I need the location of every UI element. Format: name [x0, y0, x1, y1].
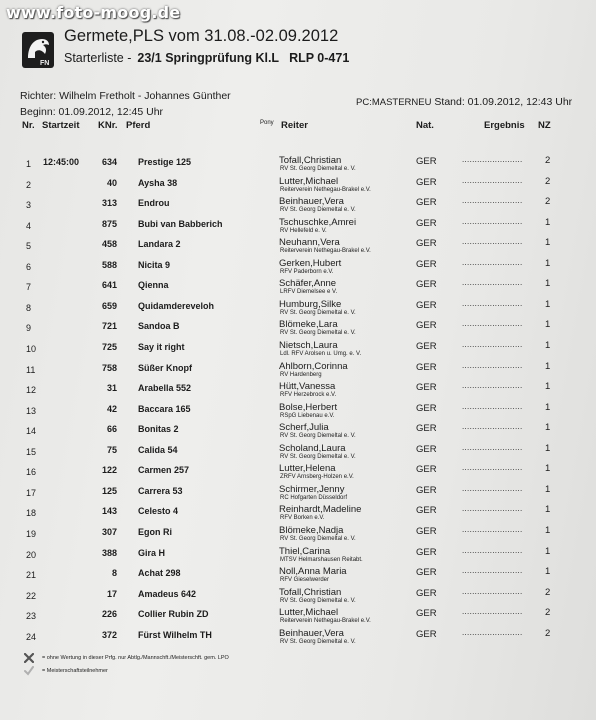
row-nat: GER	[416, 423, 437, 435]
begin-line: Beginn: 01.09.2012, 12:45 Uhr	[20, 106, 164, 118]
table-row	[0, 258, 596, 279]
row-club: RFV Herzebrock e.V.	[280, 392, 337, 399]
col-pony: Pony	[260, 120, 274, 126]
table-row	[0, 176, 596, 197]
row-horse: Nicita 9	[138, 259, 171, 270]
row-rider: Beinhauer,Vera	[279, 627, 344, 639]
row-result: ........................	[462, 504, 523, 514]
col-nr: Nr.	[22, 120, 35, 131]
col-nz: NZ	[538, 120, 551, 131]
row-result: ........................	[462, 483, 523, 493]
table-row	[0, 319, 596, 340]
row-knr: 143	[101, 506, 117, 517]
row-nr: 17	[26, 487, 37, 498]
row-nz: 1	[545, 545, 551, 557]
row-nat: GER	[416, 464, 437, 476]
row-knr: 725	[101, 341, 117, 352]
row-rider: Schirmer,Jenny	[279, 483, 345, 495]
row-nr: 8	[26, 302, 32, 313]
row-nr: 5	[26, 241, 32, 252]
row-rider: Ahlborn,Corinna	[279, 360, 348, 372]
table-row	[0, 607, 596, 628]
row-club: RV St. Georg Diemeltal e. V.	[280, 453, 356, 460]
row-nz: 1	[545, 483, 551, 495]
row-nr: 22	[26, 590, 37, 601]
row-nat: GER	[416, 197, 437, 209]
row-nr: 16	[26, 467, 37, 478]
row-nr: 15	[26, 446, 37, 457]
competition-line	[64, 51, 349, 65]
row-knr: 372	[101, 629, 117, 640]
row-horse: Achat 298	[138, 568, 181, 578]
row-nr: 2	[26, 179, 32, 190]
row-rider: Neuhann,Vera	[279, 237, 340, 249]
row-rider: Beinhauer,Vera	[279, 196, 344, 208]
col-ergebnis: Ergebnis	[484, 120, 525, 131]
row-horse: Egon Ri	[138, 526, 172, 537]
row-nat: GER	[416, 382, 437, 394]
row-club: RV St. Georg Diemeltal e. V.	[280, 597, 356, 604]
table-row	[0, 155, 596, 176]
row-club: MTSV Helmarshausen Reitabt.	[280, 556, 363, 563]
row-nat: GER	[416, 587, 437, 599]
table-row	[0, 361, 596, 382]
row-rider: Blömeke,Lara	[279, 319, 338, 331]
row-nz: 1	[545, 257, 551, 269]
row-result: ........................	[462, 422, 523, 432]
table-row	[0, 402, 596, 423]
row-result: ........................	[462, 627, 523, 637]
row-rider: Nietsch,Laura	[279, 339, 338, 351]
row-knr: 17	[106, 588, 117, 599]
judges-line: Richter: Wilhelm Fretholt - Johannes Günther	[20, 90, 231, 102]
row-nat: GER	[416, 258, 437, 270]
table-row	[0, 628, 596, 649]
table-row	[0, 587, 596, 608]
row-knr: 634	[101, 157, 117, 167]
row-nat: GER	[416, 402, 437, 414]
table-row	[0, 463, 596, 484]
row-nat: GER	[416, 217, 437, 229]
row-rider: Tschuschke,Amrei	[279, 216, 357, 228]
row-knr: 458	[101, 239, 117, 250]
row-knr: 307	[101, 526, 117, 537]
row-horse: Celesto 4	[138, 506, 179, 517]
row-nz: 1	[545, 278, 551, 290]
row-result: ........................	[462, 155, 523, 164]
row-result: ........................	[462, 360, 523, 370]
row-club: RSpG Liebenau e.V.	[280, 412, 335, 419]
row-nz: 2	[545, 196, 551, 208]
row-horse: Calida 54	[138, 444, 178, 455]
row-result: ........................	[462, 257, 523, 267]
row-result: ........................	[462, 196, 523, 206]
row-nat: GER	[416, 279, 437, 291]
row-club: RV St. Georg Diemeltal e. V.	[280, 207, 356, 214]
stand-text: Stand: 01.09.2012, 12:43 Uhr	[434, 96, 573, 108]
row-club: RV Hardenberg	[280, 371, 322, 378]
row-result: ........................	[462, 607, 523, 617]
table-row	[0, 504, 596, 525]
row-nz: 2	[545, 607, 551, 619]
row-club: Reiterverein Nethegau-Brakel e.V.	[280, 618, 371, 625]
row-rider: Noll,Anna Maria	[279, 566, 347, 577]
row-result: ........................	[462, 175, 523, 185]
row-knr: 721	[101, 321, 117, 332]
row-nr: 1	[26, 159, 32, 169]
row-club: LRFV Diemelsee e V.	[280, 289, 338, 296]
row-nat: GER	[416, 608, 437, 620]
row-knr: 75	[106, 444, 117, 455]
row-club: Reiterverein Nethegau-Brakel e.V.	[280, 186, 371, 193]
row-nat: GER	[416, 361, 437, 373]
row-nz: 2	[545, 586, 551, 598]
row-club: RC Hofgarten Düsseldorf	[280, 494, 348, 501]
stand-line	[356, 96, 572, 108]
row-horse: Carmen 257	[138, 465, 190, 476]
row-rider: Lutter,Helena	[279, 463, 336, 475]
row-nz: 1	[545, 319, 551, 331]
row-rider: Tofall,Christian	[279, 155, 342, 166]
row-horse: Landara 2	[138, 239, 181, 250]
row-nz: 1	[545, 237, 551, 249]
row-result: ........................	[462, 278, 523, 288]
row-nat: GER	[416, 299, 437, 311]
row-nr: 12	[26, 385, 37, 396]
row-knr: 388	[101, 547, 117, 558]
row-rider: Lutter,Michael	[279, 175, 339, 187]
row-nr: 10	[26, 343, 37, 354]
row-nr: 9	[26, 323, 32, 334]
row-result: ........................	[462, 586, 523, 596]
row-nat: GER	[416, 484, 437, 496]
row-horse: Prestige 125	[138, 157, 192, 167]
row-nz: 1	[545, 339, 551, 351]
watermark: www.foto-moog.de	[6, 3, 181, 22]
row-nat: GER	[416, 505, 437, 517]
row-nr: 20	[26, 549, 37, 560]
check-icon	[24, 666, 34, 676]
table-row	[0, 340, 596, 361]
row-rider: Scholand,Laura	[279, 442, 346, 454]
row-result: ........................	[462, 298, 523, 308]
row-nat: GER	[416, 340, 437, 352]
row-nz: 1	[545, 360, 551, 372]
row-result: ........................	[462, 442, 523, 452]
row-nr: 6	[26, 261, 32, 272]
table-row	[0, 278, 596, 299]
row-knr: 659	[101, 300, 117, 311]
row-club: RV St. Georg Diemeltal e. V.	[280, 309, 356, 316]
col-pferd: Pferd	[126, 120, 151, 131]
row-club: RV St. Georg Diemeltal e. V.	[280, 535, 356, 542]
row-horse: Amadeus 642	[138, 588, 197, 599]
row-result: ........................	[462, 463, 523, 473]
cross-icon	[24, 653, 34, 663]
row-nr: 23	[26, 611, 37, 622]
row-horse: Fürst Wilhelm TH	[138, 629, 212, 640]
row-club: RFV Borken e.V.	[280, 515, 325, 522]
row-nz: 1	[545, 216, 551, 228]
table-row	[0, 422, 596, 443]
row-rider: Gerken,Hubert	[279, 257, 342, 269]
row-rider: Reinhardt,Madeline	[279, 504, 362, 516]
row-horse: Carrera 53	[138, 485, 183, 496]
row-nr: 4	[26, 220, 32, 231]
row-nz: 2	[545, 627, 551, 639]
row-result: ........................	[462, 216, 523, 226]
startlist-label: Starterliste -	[64, 51, 132, 65]
table-row	[0, 546, 596, 567]
row-nat: GER	[416, 525, 437, 537]
row-result: ........................	[462, 566, 523, 575]
row-knr: 42	[106, 403, 117, 414]
col-startzeit: Startzeit	[42, 120, 80, 131]
table-row	[0, 237, 596, 258]
table-row	[0, 381, 596, 402]
row-nz: 1	[545, 381, 551, 393]
row-result: ........................	[462, 524, 523, 534]
row-nz: 1	[545, 422, 551, 434]
row-horse: Bubi van Babberich	[138, 218, 223, 229]
table-row	[0, 525, 596, 546]
rlp-code: RLP 0-471	[289, 51, 350, 65]
row-nat: GER	[416, 443, 437, 455]
row-horse: Bonitas 2	[138, 424, 179, 435]
row-horse: Sandoa B	[138, 321, 180, 332]
row-club: RV St. Georg Diemeltal e. V.	[280, 638, 356, 645]
col-nat: Nat.	[416, 120, 434, 131]
row-nz: 1	[545, 463, 551, 475]
row-result: ........................	[462, 545, 523, 555]
legend-cross-text: = ohne Wertung in dieser Prfg. nur Abtlg./Mannschft./Meisterschft. gem. LPO	[42, 655, 229, 661]
page-title: Germete,PLS vom 31.08.-02.09.2012	[64, 27, 339, 45]
row-knr: 226	[101, 609, 117, 620]
row-nat: GER	[416, 567, 437, 578]
svg-text:FN: FN	[40, 60, 50, 67]
row-rider: Blömeke,Nadja	[279, 524, 344, 536]
row-result: ........................	[462, 319, 523, 329]
row-nr: 24	[26, 631, 37, 642]
row-nat: GER	[416, 320, 437, 332]
row-nr: 14	[26, 426, 37, 437]
row-result: ........................	[462, 381, 523, 391]
row-nz: 2	[545, 155, 551, 166]
row-rider: Schäfer,Anne	[279, 278, 337, 290]
row-club: Ldl. RFV Arolsen u. Umg. e. V.	[280, 350, 362, 357]
fn-horse-logo-icon	[22, 32, 54, 68]
row-knr: 66	[106, 424, 117, 435]
row-horse: Baccara 165	[138, 403, 191, 414]
row-nz: 1	[545, 566, 551, 577]
row-club: RV St. Georg Diemeltal e. V.	[280, 166, 356, 172]
pc-label: PC:MASTERNEU	[356, 97, 432, 108]
row-knr: 8	[111, 568, 117, 578]
row-rider: Bolse,Herbert	[279, 401, 338, 413]
row-nat: GER	[416, 628, 437, 640]
row-knr: 31	[106, 383, 117, 394]
table-row	[0, 566, 596, 587]
row-knr: 125	[101, 485, 117, 496]
table-row	[0, 484, 596, 505]
row-nz: 1	[545, 401, 551, 413]
table-row	[0, 196, 596, 217]
row-result: ........................	[462, 237, 523, 247]
row-club: RFV Paderborn e.V.	[280, 268, 334, 275]
row-club: RV St. Georg Diemeltal e. V.	[280, 330, 356, 337]
row-club: ZRFV Arnsberg-Holzen e.V.	[280, 474, 354, 481]
row-nz: 1	[545, 504, 551, 516]
row-rider: Thiel,Carina	[279, 545, 331, 557]
row-nr: 19	[26, 528, 37, 539]
row-horse: Arabella 552	[138, 383, 192, 394]
row-horse: Gira H	[138, 547, 166, 558]
row-nr: 13	[26, 405, 37, 416]
row-rider: Lutter,Michael	[279, 607, 339, 619]
row-nz: 1	[545, 442, 551, 454]
row-nr: 3	[26, 200, 32, 211]
row-nr: 21	[26, 570, 37, 580]
row-nz: 1	[545, 524, 551, 536]
row-horse: Süßer Knopf	[138, 362, 192, 373]
competition-name: 23/1 Springprüfung Kl.L	[137, 51, 280, 65]
legend-check-text: = Meisterschaftsteilnehmer	[42, 668, 108, 674]
row-rider: Hütt,Vanessa	[279, 381, 336, 393]
row-knr: 758	[101, 362, 117, 373]
row-nz: 1	[545, 298, 551, 310]
row-nat: GER	[416, 176, 437, 188]
row-startzeit: 12:45:00	[43, 157, 80, 167]
row-nz: 2	[545, 175, 551, 187]
row-club: RV Hellefeld e. V.	[280, 227, 327, 234]
row-nat: GER	[416, 156, 437, 167]
row-nr: 11	[26, 364, 36, 375]
row-rider: Humburg,Silke	[279, 298, 342, 310]
row-horse: Aysha 38	[138, 177, 178, 188]
table-row	[0, 299, 596, 320]
row-horse: Say it right	[138, 341, 185, 352]
row-nat: GER	[416, 238, 437, 250]
row-rider: Scherf,Julia	[279, 422, 329, 434]
col-knr: KNr.	[98, 120, 118, 131]
row-horse: Endrou	[138, 198, 170, 209]
row-club: Reiterverein Nethegau-Brakel e.V.	[280, 248, 371, 255]
row-knr: 122	[101, 465, 117, 476]
row-club: RV St. Georg Diemeltal e. V.	[280, 433, 356, 440]
row-nr: 7	[26, 282, 32, 293]
row-horse: Quidamdereveloh	[138, 300, 215, 311]
row-nr: 18	[26, 508, 37, 519]
row-nat: GER	[416, 546, 437, 558]
table-row	[0, 443, 596, 464]
row-horse: Collier Rubin ZD	[138, 609, 209, 620]
row-knr: 588	[101, 259, 117, 270]
row-knr: 641	[101, 280, 117, 291]
col-reiter: Reiter	[281, 120, 308, 131]
row-rider: Tofall,Christian	[279, 586, 342, 598]
row-horse: Qienna	[138, 280, 169, 291]
row-result: ........................	[462, 401, 523, 411]
row-club: RFV Gieselwerder	[280, 577, 330, 583]
row-knr: 875	[101, 218, 117, 229]
row-knr: 40	[106, 177, 117, 188]
table-row	[0, 217, 596, 238]
row-result: ........................	[462, 339, 523, 349]
row-knr: 313	[101, 198, 117, 209]
